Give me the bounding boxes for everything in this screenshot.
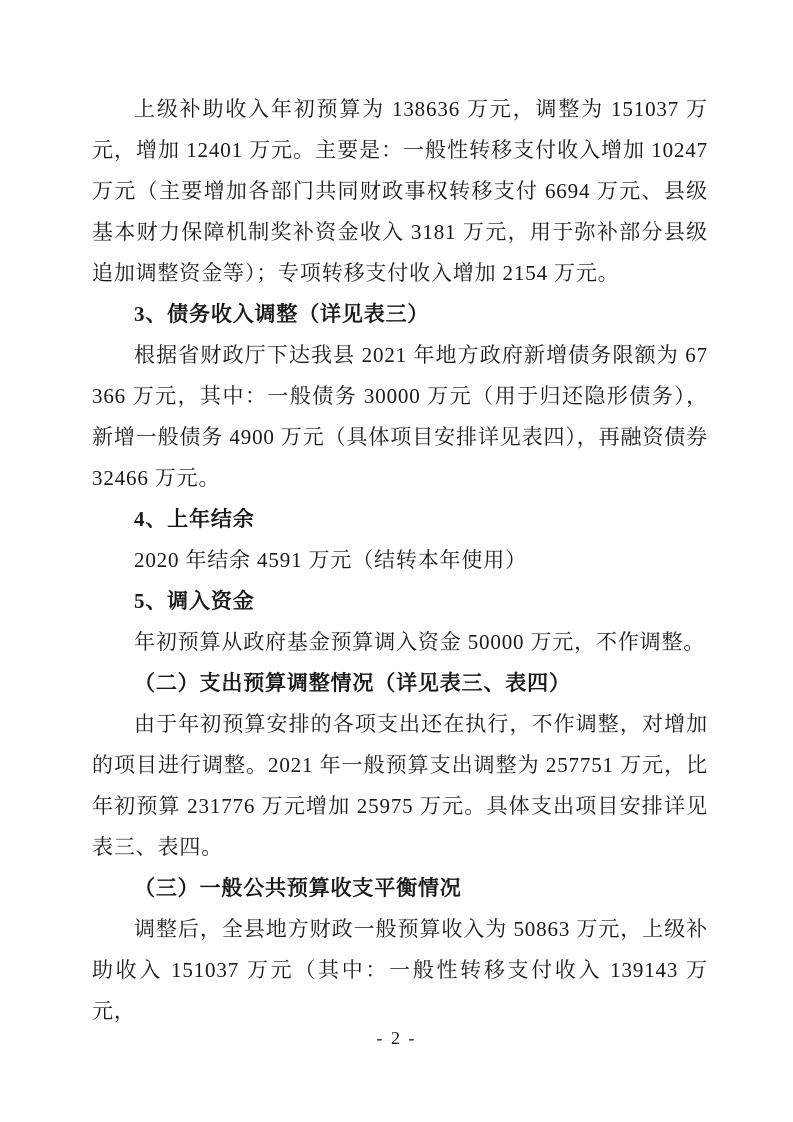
section-heading-budget-balance: （三）一般公共预算收支平衡情况 <box>134 876 462 900</box>
section-heading-expenditure-adjustment: （二）支出预算调整情况（详见表三、表四） <box>134 671 571 695</box>
paragraph-debt-income: 根据省财政厅下达我县 2021 年地方政府新增债务限额为 67366 万元，其中：一般债务 30000 万元（用于归还隐形债务），新增一般债务 4900 万元（具体项目安排详见表四），再融资债券 32466 万元。 <box>92 343 708 490</box>
paragraph-budget-balance: 调整后，全县地方财政一般预算收入为 50863 万元，上级补助收入 151037 万元（其中：一般性转移支付收入 139143 万元， <box>92 917 708 1023</box>
paragraph-superior-subsidy: 上级补助收入年初预算为 138636 万元，调整为 151037 万元，增加 12401 万元。主要是：一般性转移支付收入增加 10247 万元（主要增加各部门共同财政事权转移支付 6694 万元、县级基本财力保障机制奖补资金收入 3181 万元，用于弥补部分县级追加调整资金等）；专项转移支付收入增加 2154 万元。 <box>92 97 708 285</box>
section-heading-prior-year-balance: 4、上年结余 <box>134 507 255 531</box>
paragraph-prior-year-balance: 2020 年结余 4591 万元（结转本年使用） <box>134 548 527 572</box>
document-body <box>92 89 708 1032</box>
paragraph-expenditure-adjustment: 由于年初预算安排的各项支出还在执行，不作调整，对增加的项目进行调整。2021 年一般预算支出调整为 257751 万元，比年初预算 231776 万元增加 25975 万元。具体支出项目安排详见表三、表四。 <box>92 712 708 859</box>
section-heading-debt-income: 3、债务收入调整（详见表三） <box>134 302 430 326</box>
page-number: - 2 - <box>376 1028 417 1048</box>
section-heading-transferred-funds: 5、调入资金 <box>134 589 255 613</box>
paragraph-transferred-funds: 年初预算从政府基金预算调入资金 50000 万元，不作调整。 <box>134 630 706 654</box>
